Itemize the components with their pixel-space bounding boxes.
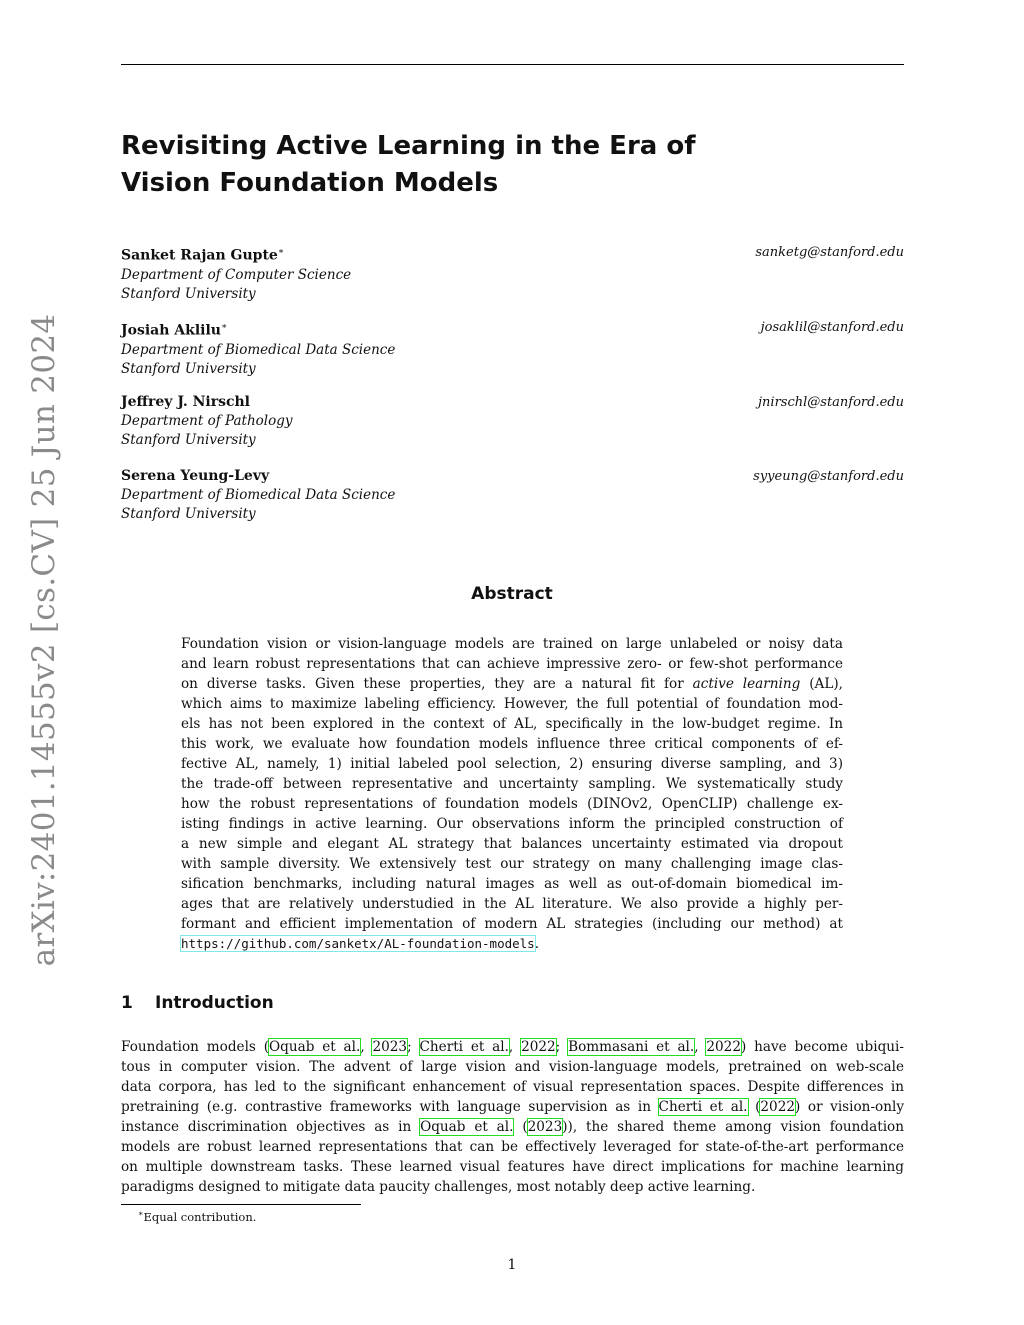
arxiv-identifier: arXiv:2401.14555v2 [cs.CV] 25 Jun 2024 <box>26 313 62 967</box>
citation-link[interactable]: 2023 <box>372 1039 408 1055</box>
abstract-line: isting findings in active learning. Our observations inform the principled construction of <box>181 816 843 832</box>
author-block-3 <box>121 393 904 450</box>
abstract-line: ages that are relatively understudied in the AL literature. We also provide a highly per- <box>181 896 843 912</box>
title-line-2: Vision Foundation Models <box>121 168 499 198</box>
author-name: Josiah Aklilu∗ <box>121 322 228 339</box>
author-block-1 <box>121 243 904 304</box>
abstract-heading: Abstract <box>471 584 553 604</box>
author-email[interactable]: syyeung@stanford.edu <box>753 469 904 484</box>
section-number: 1 <box>121 993 133 1013</box>
footnote-rule <box>121 1204 361 1205</box>
header-rule <box>121 64 904 65</box>
citation-link[interactable]: 2022 <box>521 1039 556 1055</box>
title-line-1: Revisiting Active Learning in the Era of <box>121 131 696 161</box>
citation-link[interactable]: Bommasani et al. <box>568 1039 695 1055</box>
page-number: 1 <box>507 1257 517 1273</box>
author-name: Sanket Rajan Gupte∗ <box>121 247 284 264</box>
intro-line: instance discrimination objectives as in Oquab et al. (2023)), the shared theme among vision foundation <box>121 1119 904 1135</box>
section-heading-introduction <box>121 993 274 1013</box>
author-name: Jeffrey J. Nirschl <box>121 394 250 410</box>
author-name: Serena Yeung-Levy <box>121 468 270 484</box>
abstract-line: on diverse tasks. Given these properties, they are a natural fit for active learning (AL), <box>181 676 843 692</box>
intro-line: models are robust learned representations that can be effectively leveraged for state-of-the-art performance <box>121 1139 904 1155</box>
author-email[interactable]: josaklil@stanford.edu <box>760 320 904 335</box>
intro-line: paradigms designed to mitigate data paucity challenges, most notably deep active learning. <box>121 1179 756 1195</box>
abstract-line: Foundation vision or vision-language models are trained on large unlabeled or noisy data <box>181 636 843 652</box>
author-email[interactable]: sanketg@stanford.edu <box>755 245 904 260</box>
intro-line: data corpora, has led to the significant enhancement of visual representation spaces. Despite differences in <box>121 1079 904 1095</box>
citation-link[interactable]: Oquab et al. <box>420 1119 514 1135</box>
author-email[interactable]: jnirschl@stanford.edu <box>758 395 904 410</box>
introduction-paragraph <box>121 1037 904 1197</box>
author-department: Department of Computer Science <box>121 266 352 283</box>
citation-link[interactable]: 2023 <box>527 1119 563 1135</box>
abstract-line: this work, we evaluate how foundation models influence three critical components of ef- <box>181 736 843 752</box>
github-link[interactable]: https://github.com/sanketx/AL-foundation-models <box>181 936 535 951</box>
citation-link[interactable]: 2022 <box>760 1099 795 1115</box>
abstract-line: els has not been explored in the context of AL, specifically in the low-budget regime. In <box>181 716 843 732</box>
author-department: Department of Pathology <box>121 413 293 429</box>
abstract-line: a new simple and elegant AL strategy that balances uncertainty estimated via dropout <box>181 836 843 852</box>
abstract-line: how the robust representations of foundation models (DINOv2, OpenCLIP) challenge ex- <box>181 796 843 812</box>
author-university: Stanford University <box>121 506 256 522</box>
paper-title <box>121 128 721 202</box>
intro-line: Foundation models (Oquab et al., 2023; Cherti et al., 2022; Bommasani et al., 2022) have become ubiqui- <box>121 1039 904 1055</box>
footnote: ∗Equal contribution. <box>138 1209 257 1224</box>
intro-line: tous in computer vision. The advent of large vision and vision-language models, pretrained on web-scale <box>121 1059 904 1075</box>
intro-line: pretraining (e.g. contrastive frameworks with language supervision as in Cherti et al. (2022) or vision-only <box>121 1099 904 1115</box>
author-block-4 <box>121 467 904 524</box>
abstract-line: which aims to maximize labeling efficiency. However, the full potential of foundation mod- <box>181 696 843 712</box>
abstract-line: the trade-off between representative and uncertainty sampling. We systematically study <box>181 776 843 792</box>
abstract-line: with sample diversity. We extensively test our strategy on many challenging image clas- <box>181 856 843 872</box>
abstract-line: and learn robust representations that can achieve impressive zero- or few-shot performance <box>181 656 843 672</box>
intro-line: on multiple downstream tasks. These learned visual features have direct implications for machine learning <box>121 1159 904 1175</box>
section-title: Introduction <box>155 993 274 1013</box>
citation-link[interactable]: Oquab et al. <box>269 1039 361 1055</box>
abstract-line: fective AL, namely, 1) initial labeled pool selection, 2) ensuring diverse sampling, and 3) <box>181 756 843 772</box>
citation-link[interactable]: Cherti et al. <box>658 1099 748 1115</box>
abstract-line: https://github.com/sanketx/AL-foundation-models. <box>181 936 540 952</box>
author-university: Stanford University <box>121 432 256 448</box>
emphasis: active learning <box>692 676 801 692</box>
abstract-line: sification benchmarks, including natural images as well as out-of-domain biomedical im- <box>181 876 843 892</box>
citation-link[interactable]: Cherti et al. <box>419 1039 509 1055</box>
author-department: Department of Biomedical Data Science <box>121 341 396 358</box>
abstract-body <box>181 634 843 954</box>
citation-link[interactable]: 2022 <box>706 1039 741 1055</box>
author-department: Department of Biomedical Data Science <box>121 487 396 503</box>
author-block-2 <box>121 318 904 379</box>
author-university: Stanford University <box>121 285 256 302</box>
author-university: Stanford University <box>121 360 256 377</box>
abstract-line: formant and efficient implementation of modern AL strategies (including our method) at <box>181 916 843 932</box>
